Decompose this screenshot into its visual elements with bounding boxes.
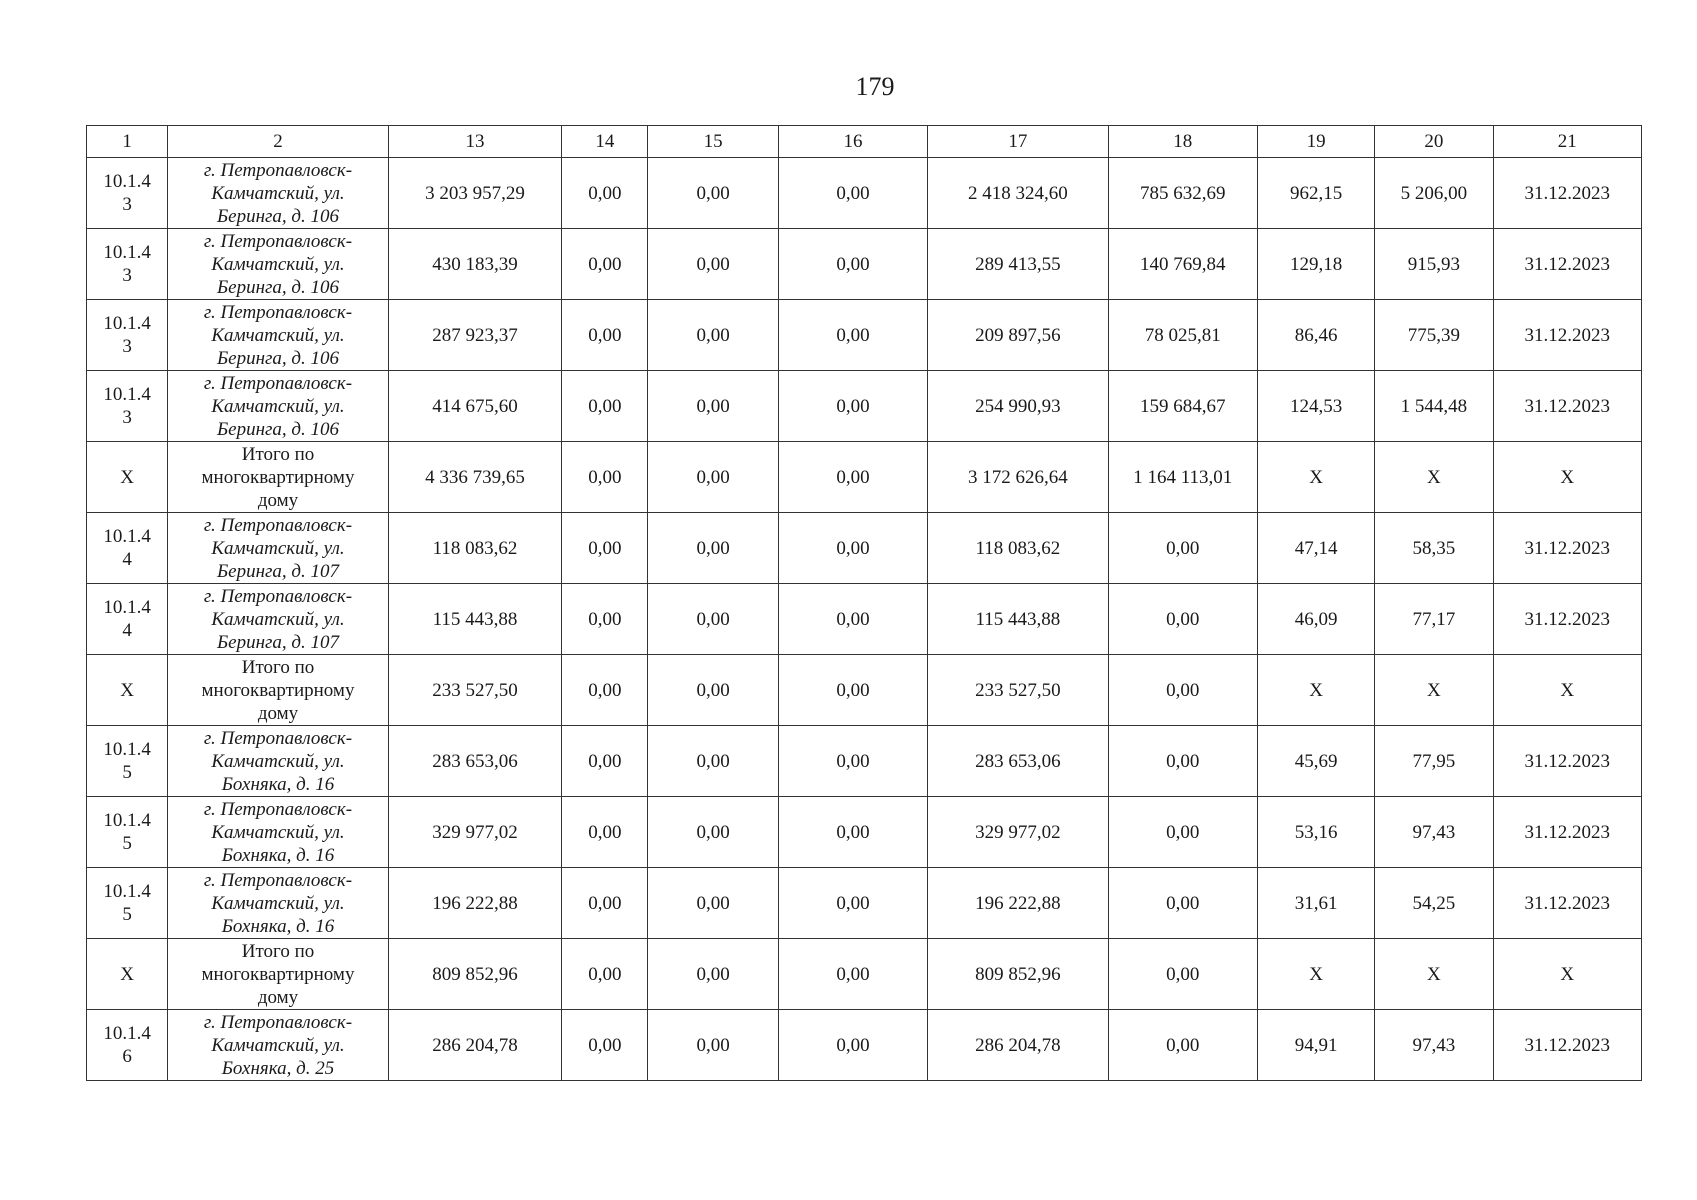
value-cell-col-16: 0,00 (778, 442, 927, 513)
value-cell-col-20: 97,43 (1375, 1010, 1493, 1081)
value-cell-col-13: 3 203 957,29 (388, 158, 561, 229)
page-number: 179 (855, 72, 895, 101)
item-number-line: 5 (122, 762, 132, 783)
address-line: Камчатский, ул. (211, 608, 345, 630)
value-cell-col-19: X (1257, 939, 1374, 1010)
address-line: Камчатский, ул. (211, 750, 345, 772)
table-row (87, 300, 1642, 371)
table-row (87, 797, 1642, 868)
value-cell-col-20: 1 544,48 (1375, 371, 1493, 442)
value-cell-col-14: 0,00 (562, 371, 648, 442)
address-line: Бохняка, д. 16 (221, 844, 335, 866)
item-number-cell (87, 797, 168, 868)
value-cell-col-20: 5 206,00 (1375, 158, 1493, 229)
value-cell-col-19: 46,09 (1257, 584, 1374, 655)
value-cell-col-18: 0,00 (1108, 797, 1257, 868)
value-cell-col-13: 329 977,02 (388, 797, 561, 868)
value-cell-col-21: 31.12.2023 (1493, 726, 1641, 797)
address-cell (168, 300, 389, 371)
value-cell-col-21: X (1493, 442, 1641, 513)
value-cell-col-13: 196 222,88 (388, 868, 561, 939)
value-cell-col-19: 962,15 (1257, 158, 1374, 229)
address-line: Итого по (241, 940, 315, 962)
address-line: Итого по (241, 443, 315, 465)
value-cell-col-20: 77,17 (1375, 584, 1493, 655)
address-line: Камчатский, ул. (211, 1034, 345, 1056)
column-header: 14 (562, 126, 648, 158)
value-cell-col-20: 915,93 (1375, 229, 1493, 300)
value-cell-col-18: 0,00 (1108, 513, 1257, 584)
column-header: 17 (928, 126, 1108, 158)
value-cell-col-18: 785 632,69 (1108, 158, 1257, 229)
item-number-line: 10.1.4 (103, 1023, 151, 1044)
value-cell-col-16: 0,00 (778, 939, 927, 1010)
value-cell-col-20: 97,43 (1375, 797, 1493, 868)
item-number-cell (87, 300, 168, 371)
address-cell (168, 371, 389, 442)
value-cell-col-15: 0,00 (648, 655, 778, 726)
value-cell-col-21: 31.12.2023 (1493, 513, 1641, 584)
item-number-line: X (120, 963, 134, 985)
subtotal-label-cell (168, 655, 389, 726)
column-header: 13 (388, 126, 561, 158)
value-cell-col-20: X (1375, 442, 1493, 513)
value-cell-col-17: 209 897,56 (928, 300, 1108, 371)
item-number-cell (87, 513, 168, 584)
address-line: Бохняка, д. 25 (221, 1057, 335, 1079)
value-cell-col-13: 414 675,60 (388, 371, 561, 442)
value-cell-col-14: 0,00 (562, 655, 648, 726)
address-line: многоквартирному (201, 679, 355, 701)
value-cell-col-18: 0,00 (1108, 655, 1257, 726)
address-cell (168, 797, 389, 868)
item-number-line: 10.1.4 (103, 313, 151, 334)
value-cell-col-14: 0,00 (562, 158, 648, 229)
value-cell-col-15: 0,00 (648, 442, 778, 513)
address-line: дому (257, 702, 299, 724)
item-number-line: 5 (122, 904, 132, 925)
address-line: г. Петропавловск- (203, 727, 353, 749)
value-cell-col-19: 47,14 (1257, 513, 1374, 584)
item-number-line: 10.1.4 (103, 171, 151, 192)
address-line: г. Петропавловск- (203, 372, 353, 394)
subtotal-row (87, 655, 1642, 726)
item-number-cell (87, 158, 168, 229)
address-line: Беринга, д. 106 (216, 205, 340, 227)
column-header: 21 (1493, 126, 1641, 158)
value-cell-col-18: 0,00 (1108, 584, 1257, 655)
value-cell-col-15: 0,00 (648, 868, 778, 939)
value-cell-col-20: 58,35 (1375, 513, 1493, 584)
address-line: Камчатский, ул. (211, 182, 345, 204)
value-cell-col-21: X (1493, 655, 1641, 726)
value-cell-col-19: 94,91 (1257, 1010, 1374, 1081)
value-cell-col-16: 0,00 (778, 868, 927, 939)
value-cell-col-14: 0,00 (562, 229, 648, 300)
value-cell-col-13: 233 527,50 (388, 655, 561, 726)
value-cell-col-19: X (1257, 655, 1374, 726)
address-line: Бохняка, д. 16 (221, 773, 335, 795)
value-cell-col-17: 329 977,02 (928, 797, 1108, 868)
value-cell-col-17: 3 172 626,64 (928, 442, 1108, 513)
value-cell-col-19: 45,69 (1257, 726, 1374, 797)
value-cell-col-16: 0,00 (778, 371, 927, 442)
value-cell-col-21: 31.12.2023 (1493, 229, 1641, 300)
subtotal-label-cell (168, 442, 389, 513)
address-line: Бохняка, д. 16 (221, 915, 335, 937)
address-line: многоквартирному (201, 963, 355, 985)
value-cell-col-19: 129,18 (1257, 229, 1374, 300)
value-cell-col-18: 78 025,81 (1108, 300, 1257, 371)
value-cell-col-18: 1 164 113,01 (1108, 442, 1257, 513)
address-line: Беринга, д. 106 (216, 347, 340, 369)
value-cell-col-20: X (1375, 655, 1493, 726)
value-cell-col-17: 254 990,93 (928, 371, 1108, 442)
value-cell-col-15: 0,00 (648, 1010, 778, 1081)
value-cell-col-17: 2 418 324,60 (928, 158, 1108, 229)
value-cell-col-19: 86,46 (1257, 300, 1374, 371)
value-cell-col-14: 0,00 (562, 797, 648, 868)
value-cell-col-21: 31.12.2023 (1493, 158, 1641, 229)
address-line: г. Петропавловск- (203, 869, 353, 891)
address-line: г. Петропавловск- (203, 230, 353, 252)
address-line: Беринга, д. 106 (216, 276, 340, 298)
value-cell-col-18: 0,00 (1108, 939, 1257, 1010)
item-number-line: 10.1.4 (103, 242, 151, 263)
item-number-line: 10.1.4 (103, 739, 151, 760)
value-cell-col-21: 31.12.2023 (1493, 1010, 1641, 1081)
table-body (87, 158, 1642, 1081)
address-line: Камчатский, ул. (211, 892, 345, 914)
value-cell-col-13: 4 336 739,65 (388, 442, 561, 513)
item-number-cell (87, 726, 168, 797)
value-cell-col-13: 286 204,78 (388, 1010, 561, 1081)
value-cell-col-15: 0,00 (648, 371, 778, 442)
value-cell-col-21: 31.12.2023 (1493, 300, 1641, 371)
table-row (87, 1010, 1642, 1081)
value-cell-col-18: 0,00 (1108, 726, 1257, 797)
header-row (87, 126, 1642, 158)
value-cell-col-14: 0,00 (562, 726, 648, 797)
value-cell-col-13: 283 653,06 (388, 726, 561, 797)
address-line: г. Петропавловск- (203, 514, 353, 536)
address-line: Беринга, д. 107 (216, 631, 340, 653)
item-number-cell (87, 371, 168, 442)
value-cell-col-15: 0,00 (648, 229, 778, 300)
address-cell (168, 1010, 389, 1081)
item-number-cell (87, 442, 168, 513)
table-row (87, 371, 1642, 442)
column-header: 2 (168, 126, 389, 158)
value-cell-col-18: 0,00 (1108, 868, 1257, 939)
value-cell-col-15: 0,00 (648, 300, 778, 371)
item-number-cell (87, 868, 168, 939)
item-number-line: 5 (122, 833, 132, 854)
item-number-line: 4 (122, 549, 132, 570)
value-cell-col-14: 0,00 (562, 300, 648, 371)
value-cell-col-21: 31.12.2023 (1493, 584, 1641, 655)
address-line: г. Петропавловск- (203, 1011, 353, 1033)
value-cell-col-16: 0,00 (778, 300, 927, 371)
value-cell-col-16: 0,00 (778, 158, 927, 229)
address-line: дому (257, 489, 299, 511)
column-header: 19 (1257, 126, 1374, 158)
table-row (87, 868, 1642, 939)
value-cell-col-15: 0,00 (648, 158, 778, 229)
item-number-cell (87, 939, 168, 1010)
value-cell-col-13: 115 443,88 (388, 584, 561, 655)
value-cell-col-13: 118 083,62 (388, 513, 561, 584)
value-cell-col-14: 0,00 (562, 513, 648, 584)
table-row (87, 584, 1642, 655)
item-number-line: 3 (122, 194, 132, 215)
address-line: Итого по (241, 656, 315, 678)
item-number-line: 4 (122, 620, 132, 641)
address-cell (168, 584, 389, 655)
subtotal-row (87, 939, 1642, 1010)
value-cell-col-14: 0,00 (562, 442, 648, 513)
value-cell-col-18: 140 769,84 (1108, 229, 1257, 300)
address-line: многоквартирному (201, 466, 355, 488)
value-cell-col-17: 286 204,78 (928, 1010, 1108, 1081)
value-cell-col-17: 289 413,55 (928, 229, 1108, 300)
value-cell-col-13: 430 183,39 (388, 229, 561, 300)
value-cell-col-16: 0,00 (778, 797, 927, 868)
address-line: Камчатский, ул. (211, 324, 345, 346)
address-line: г. Петропавловск- (203, 301, 353, 323)
value-cell-col-14: 0,00 (562, 939, 648, 1010)
address-line: Камчатский, ул. (211, 253, 345, 275)
value-cell-col-20: 775,39 (1375, 300, 1493, 371)
value-cell-col-17: 283 653,06 (928, 726, 1108, 797)
address-cell (168, 158, 389, 229)
value-cell-col-13: 287 923,37 (388, 300, 561, 371)
value-cell-col-14: 0,00 (562, 868, 648, 939)
value-cell-col-21: 31.12.2023 (1493, 868, 1641, 939)
value-cell-col-14: 0,00 (562, 584, 648, 655)
column-header: 18 (1108, 126, 1257, 158)
value-cell-col-17: 233 527,50 (928, 655, 1108, 726)
value-cell-col-15: 0,00 (648, 797, 778, 868)
value-cell-col-16: 0,00 (778, 513, 927, 584)
item-number-line: 10.1.4 (103, 526, 151, 547)
item-number-cell (87, 584, 168, 655)
value-cell-col-15: 0,00 (648, 584, 778, 655)
item-number-line: 3 (122, 265, 132, 286)
item-number-line: 10.1.4 (103, 881, 151, 902)
value-cell-col-15: 0,00 (648, 726, 778, 797)
address-line: Камчатский, ул. (211, 821, 345, 843)
value-cell-col-17: 115 443,88 (928, 584, 1108, 655)
item-number-line: X (120, 679, 134, 701)
value-cell-col-16: 0,00 (778, 655, 927, 726)
column-header: 20 (1375, 126, 1493, 158)
value-cell-col-17: 809 852,96 (928, 939, 1108, 1010)
item-number-line: 6 (122, 1046, 132, 1067)
value-cell-col-19: 53,16 (1257, 797, 1374, 868)
item-number-cell (87, 1010, 168, 1081)
table-row (87, 158, 1642, 229)
item-number-cell (87, 229, 168, 300)
address-line: Камчатский, ул. (211, 395, 345, 417)
value-cell-col-18: 0,00 (1108, 1010, 1257, 1081)
item-number-line: 10.1.4 (103, 384, 151, 405)
value-cell-col-15: 0,00 (648, 939, 778, 1010)
value-cell-col-13: 809 852,96 (388, 939, 561, 1010)
value-cell-col-20: 77,95 (1375, 726, 1493, 797)
item-number-line: 3 (122, 407, 132, 428)
value-cell-col-16: 0,00 (778, 726, 927, 797)
value-cell-col-16: 0,00 (778, 1010, 927, 1081)
address-cell (168, 229, 389, 300)
subtotal-row (87, 442, 1642, 513)
value-cell-col-19: 124,53 (1257, 371, 1374, 442)
value-cell-col-15: 0,00 (648, 513, 778, 584)
value-cell-col-21: X (1493, 939, 1641, 1010)
value-cell-col-19: 31,61 (1257, 868, 1374, 939)
address-line: Камчатский, ул. (211, 537, 345, 559)
address-line: дому (257, 986, 299, 1008)
item-number-cell (87, 655, 168, 726)
column-header: 1 (87, 126, 168, 158)
address-cell (168, 868, 389, 939)
subtotal-label-cell (168, 939, 389, 1010)
value-cell-col-18: 159 684,67 (1108, 371, 1257, 442)
data-table (86, 125, 1642, 1081)
value-cell-col-16: 0,00 (778, 584, 927, 655)
value-cell-col-21: 31.12.2023 (1493, 797, 1641, 868)
table-row (87, 513, 1642, 584)
address-line: Беринга, д. 106 (216, 418, 340, 440)
item-number-line: 10.1.4 (103, 597, 151, 618)
table-row (87, 229, 1642, 300)
address-line: г. Петропавловск- (203, 798, 353, 820)
value-cell-col-14: 0,00 (562, 1010, 648, 1081)
address-cell (168, 513, 389, 584)
address-line: Беринга, д. 107 (216, 560, 340, 582)
value-cell-col-20: 54,25 (1375, 868, 1493, 939)
address-line: г. Петропавловск- (203, 585, 353, 607)
address-cell (168, 726, 389, 797)
item-number-line: 10.1.4 (103, 810, 151, 831)
table-row (87, 726, 1642, 797)
value-cell-col-17: 196 222,88 (928, 868, 1108, 939)
item-number-line: X (120, 466, 134, 488)
item-number-line: 3 (122, 336, 132, 357)
value-cell-col-20: X (1375, 939, 1493, 1010)
value-cell-col-21: 31.12.2023 (1493, 371, 1641, 442)
address-line: г. Петропавловск- (203, 159, 353, 181)
value-cell-col-19: X (1257, 442, 1374, 513)
column-header: 16 (778, 126, 927, 158)
value-cell-col-17: 118 083,62 (928, 513, 1108, 584)
value-cell-col-16: 0,00 (778, 229, 927, 300)
column-header: 15 (648, 126, 778, 158)
